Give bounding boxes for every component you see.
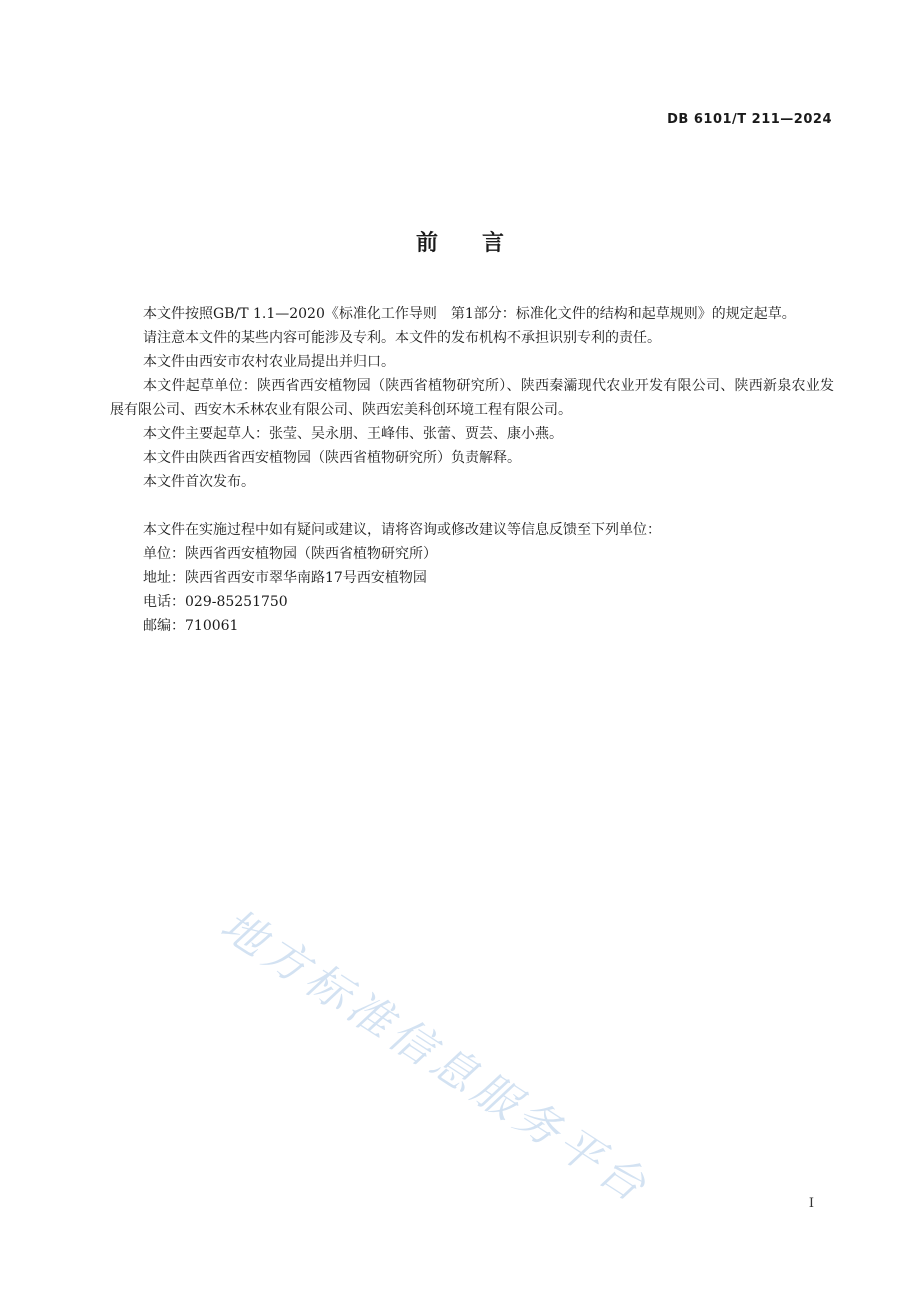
paragraph-drafting-units: 本文件起草单位：陕西省西安植物园（陕西省植物研究所）、陕西秦灞现代农业开发有限公司、陕西新泉农业发展有限公司、西安木禾林农业有限公司、陕西宏美科创环境工程有限公司。 bbox=[110, 378, 834, 418]
feedback-phone: 电话：029-85251750 bbox=[143, 594, 288, 610]
paragraph-interpretation: 本文件由陕西省西安植物园（陕西省植物研究所）负责解释。 bbox=[143, 450, 521, 466]
watermark: 地方标准信息服务平台 bbox=[211, 899, 659, 1215]
page-number: I bbox=[808, 1196, 814, 1211]
feedback-unit: 单位：陕西省西安植物园（陕西省植物研究所） bbox=[143, 546, 437, 562]
paragraph-patent-notice: 请注意本文件的某些内容可能涉及专利。本文件的发布机构不承担识别专利的责任。 bbox=[143, 330, 661, 346]
paragraph-drafting-rules: 本文件按照GB/T 1.1—2020《标准化工作导则 第1部分：标准化文件的结构和起草规则》的规定起草。 bbox=[143, 306, 796, 322]
paragraph-drafters: 本文件主要起草人：张莹、吴永朋、王峰伟、张蕾、贾芸、康小燕。 bbox=[143, 426, 563, 442]
paragraph-proposer: 本文件由西安市农村农业局提出并归口。 bbox=[143, 354, 395, 370]
page-title: 前言 bbox=[415, 231, 548, 256]
feedback-intro: 本文件在实施过程中如有疑问或建议，请将咨询或修改建议等信息反馈至下列单位： bbox=[143, 522, 661, 538]
paragraph-spacer bbox=[110, 494, 834, 518]
foreword-body bbox=[110, 302, 834, 638]
feedback-address: 地址：陕西省西安市翠华南路17号西安植物园 bbox=[143, 570, 427, 586]
paragraph-first-release: 本文件首次发布。 bbox=[143, 474, 255, 490]
document-code: DB 6101/T 211—2024 bbox=[667, 112, 832, 127]
feedback-postcode: 邮编：710061 bbox=[143, 618, 239, 634]
